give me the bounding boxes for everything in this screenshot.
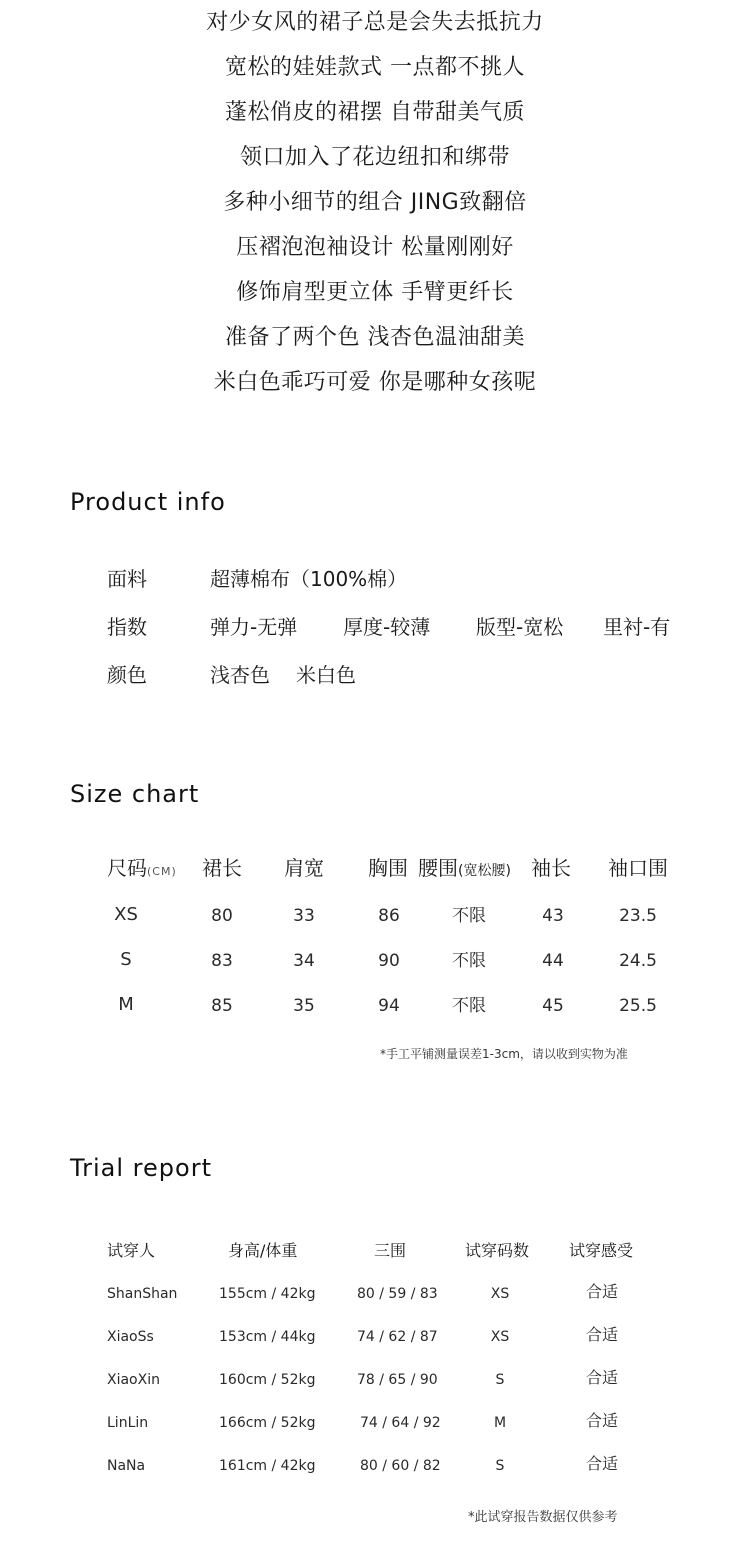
intro-line: 对少女风的裙子总是会失去抵抗力 — [206, 10, 544, 35]
trial-cell-name: XiaoXin — [107, 1372, 160, 1388]
info-label-color: 颜色 — [107, 663, 147, 687]
intro-line: 宽松的娃娃款式 一点都不挑人 — [225, 55, 525, 80]
trial-cell-height-weight: 155cm / 42kg — [219, 1286, 316, 1302]
trial-cell-height-weight: 153cm / 44kg — [219, 1329, 316, 1345]
trial-cell-measurements: 80 / 59 / 83 — [357, 1286, 438, 1302]
trial-cell-size: M — [493, 1415, 507, 1431]
trial-cell-height-weight: 166cm / 52kg — [219, 1415, 316, 1431]
info-value-lining: 里衬-有 — [603, 615, 671, 639]
size-cell: 85 — [211, 996, 233, 1016]
trial-header-height-weight: 身高/体重 — [228, 1241, 298, 1260]
trial-header-tester: 试穿人 — [107, 1241, 156, 1260]
size-chart-title: Size chart — [70, 780, 200, 808]
size-cell: XS — [114, 904, 138, 925]
size-header-shoulder: 肩宽 — [284, 856, 324, 880]
trial-cell-name: XiaoSs — [107, 1329, 154, 1345]
trial-cell-name: NaNa — [107, 1458, 146, 1474]
trial-cell-feedback: 合适 — [586, 1411, 619, 1430]
size-cell: 43 — [542, 906, 564, 926]
info-value-color-apricot: 浅杏色 — [210, 663, 270, 687]
trial-cell-height-weight: 161cm / 42kg — [219, 1458, 316, 1474]
trial-cell-measurements: 78 / 65 / 90 — [357, 1372, 438, 1388]
trial-cell-size: XS — [490, 1329, 510, 1345]
size-cell: 24.5 — [619, 951, 657, 971]
trial-cell-name: ShanShan — [107, 1286, 178, 1302]
size-cell: 23.5 — [619, 906, 657, 926]
size-header-size-label: 尺码 — [107, 856, 147, 880]
info-label-index: 指数 — [107, 615, 147, 639]
info-value-fabric: 超薄棉布（100%棉） — [210, 567, 408, 591]
size-header-waist-note: (宽松腰) — [458, 863, 511, 879]
info-label-fabric: 面料 — [107, 567, 147, 591]
size-cell: 94 — [378, 996, 400, 1016]
info-value-thickness: 厚度-较薄 — [343, 615, 431, 639]
size-cell: 35 — [293, 996, 315, 1016]
trial-cell-size: S — [495, 1458, 505, 1474]
size-cell: 33 — [293, 906, 315, 926]
intro-line: 准备了两个色 浅杏色温油甜美 — [225, 325, 525, 350]
trial-cell-height-weight: 160cm / 52kg — [219, 1372, 316, 1388]
trial-cell-measurements: 80 / 60 / 82 — [360, 1458, 441, 1474]
size-cell: 90 — [378, 951, 400, 971]
size-cell: 45 — [542, 996, 564, 1016]
size-cell: M — [118, 994, 134, 1015]
info-value-fit: 版型-宽松 — [476, 615, 564, 639]
trial-cell-feedback: 合适 — [586, 1325, 619, 1344]
size-header-waist-label: 腰围 — [418, 856, 458, 880]
trial-cell-measurements: 74 / 64 / 92 — [360, 1415, 441, 1431]
product-info-title: Product info — [70, 488, 226, 516]
info-value-elasticity: 弹力-无弹 — [210, 615, 298, 639]
size-chart-note: *手工平铺测量误差1-3cm，请以收到实物为准 — [380, 1047, 628, 1061]
size-header-chest: 胸围 — [368, 856, 408, 880]
size-cell: 83 — [211, 951, 233, 971]
size-header-unit: (CM) — [147, 865, 177, 878]
size-header-size — [107, 855, 177, 885]
size-cell: 86 — [378, 906, 400, 926]
size-cell: 不限 — [452, 906, 486, 926]
trial-cell-measurements: 74 / 62 / 87 — [357, 1329, 438, 1345]
trial-header-size-worn: 试穿码数 — [465, 1241, 530, 1260]
size-header-sleeve: 袖长 — [531, 856, 571, 880]
size-cell: 80 — [211, 906, 233, 926]
trial-cell-feedback: 合适 — [586, 1454, 619, 1473]
trial-report-note: *此试穿报告数据仅供参考 — [468, 1510, 618, 1525]
intro-line: 压褶泡泡袖设计 松量刚刚好 — [236, 235, 514, 260]
size-header-cuff: 袖口围 — [608, 856, 668, 880]
info-value-color-offwhite: 米白色 — [296, 663, 356, 687]
trial-report-title: Trial report — [70, 1154, 212, 1182]
trial-header-feedback: 试穿感受 — [569, 1241, 634, 1260]
trial-cell-feedback: 合适 — [586, 1368, 619, 1387]
size-cell: 34 — [293, 951, 315, 971]
size-cell: 44 — [542, 951, 564, 971]
intro-line: 领口加入了花边纽扣和绑带 — [239, 145, 510, 170]
intro-line: 修饰肩型更立体 手臂更纤长 — [236, 280, 514, 305]
trial-header-measurements: 三围 — [374, 1241, 407, 1260]
size-cell: 不限 — [452, 996, 486, 1016]
intro-line: 米白色乖巧可爱 你是哪种女孩呢 — [213, 370, 537, 395]
trial-cell-feedback: 合适 — [586, 1282, 619, 1301]
trial-cell-name: LinLin — [107, 1415, 149, 1431]
trial-cell-size: S — [495, 1372, 505, 1388]
intro-line: 多种小细节的组合 JING致翻倍 — [223, 190, 527, 215]
size-header-length: 裙长 — [202, 856, 242, 880]
size-cell: 不限 — [452, 951, 486, 971]
size-header-waist — [418, 855, 511, 884]
size-cell: S — [120, 949, 132, 970]
size-cell: 25.5 — [619, 996, 657, 1016]
intro-line: 蓬松俏皮的裙摆 自带甜美气质 — [225, 100, 525, 125]
trial-cell-size: XS — [490, 1286, 510, 1302]
